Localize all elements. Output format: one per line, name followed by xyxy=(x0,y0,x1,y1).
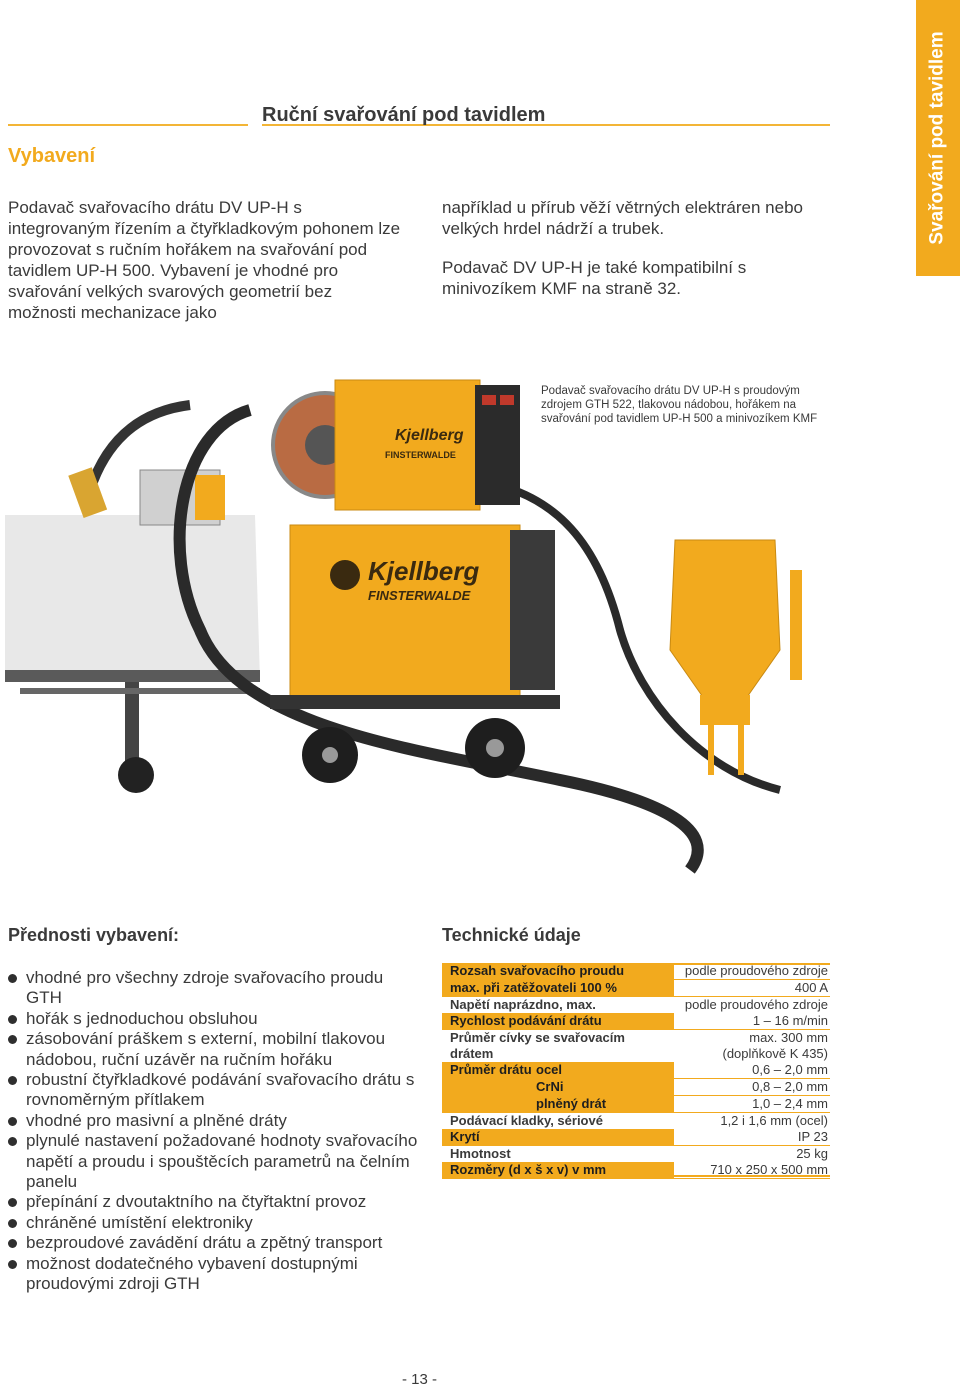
pressure-vessel-valve xyxy=(790,570,802,680)
spec-label: Rychlost podávání drátu xyxy=(442,1013,674,1030)
list-item: možnost dodatečného vybavení dostupnými proudovými zdroji GTH xyxy=(8,1254,418,1295)
feeder-brand: Kjellberg xyxy=(395,427,464,444)
product-photo xyxy=(0,350,960,910)
page-title: Ruční svařování pod tavidlem xyxy=(262,104,546,126)
advantages-title: Přednosti vybavení: xyxy=(8,925,180,945)
worktable-rail xyxy=(20,688,260,694)
spec-value: max. 300 mm xyxy=(749,1030,828,1045)
list-item: hořák s jednoduchou obsluhou xyxy=(8,1009,418,1029)
display-2 xyxy=(500,395,514,405)
advantages-list xyxy=(8,968,418,1295)
power-source-side xyxy=(510,530,555,690)
intro-right-paragraph-1: například u přírub věží větrných elektráren nebo velkých hrdel nádrží a trubek. xyxy=(442,198,803,238)
worktable-wheel xyxy=(118,757,154,793)
spec-label: max. při zatěžovateli 100 % xyxy=(442,980,674,997)
power-source-brand: Kjellberg xyxy=(368,556,480,586)
table-row xyxy=(442,1129,830,1146)
spec-label: Hmotnost xyxy=(450,1145,511,1161)
brand-logo-icon xyxy=(330,560,360,590)
feeder-brand-sub: FINSTERWALDE xyxy=(385,450,456,460)
cart-wheel-left-hub xyxy=(322,747,338,763)
spec-label: Podávací kladky, sériové xyxy=(450,1112,603,1128)
side-tab-label: Svařování pod tavidlem xyxy=(927,31,949,245)
pressure-vessel-leg-2 xyxy=(738,720,744,775)
spec-sublabel: plněný drát xyxy=(536,1095,607,1111)
intro-right xyxy=(442,197,837,317)
pressure-vessel-leg-1 xyxy=(708,720,714,775)
power-source-brand-sub: FINSTERWALDE xyxy=(368,588,471,603)
spec-value: IP 23 xyxy=(674,1129,830,1146)
spec-label: Průměr drátu xyxy=(450,1062,532,1077)
spec-value: podle proudového zdroje xyxy=(684,997,828,1012)
spec-value: 1 – 16 m/min xyxy=(674,1013,830,1030)
photo-caption: Podavač svařovacího drátu DV UP-H s proudovým zdrojem GTH 522, tlakovou nádobou, hořákem na svařování pod tavidlem UP-H 500 a minivozíkem KMF xyxy=(541,385,818,425)
spec-sublabel: ocel xyxy=(536,1062,563,1077)
display-1 xyxy=(482,395,496,405)
spec-label: Napětí naprázdno, max. xyxy=(450,996,596,1012)
list-item: přepínání z dvoutaktního na čtyřtaktní provoz xyxy=(8,1192,418,1212)
table-row xyxy=(442,1162,830,1179)
table-row xyxy=(442,1146,830,1163)
spec-value: (doplňkově K 435) xyxy=(722,1046,828,1061)
list-item: plynulé nastavení požadované hodnoty svařovacího napětí a proudu i spouštěcích parametrů na čelním panelu xyxy=(8,1131,418,1192)
table-row xyxy=(442,1046,830,1062)
table-row xyxy=(442,980,830,997)
spec-label: Rozsah svařovacího proudu xyxy=(442,963,674,980)
spec-value: 1,0 – 2,4 mm xyxy=(674,1096,830,1113)
spec-label: drátem xyxy=(450,1046,494,1061)
list-item: vhodné pro všechny zdroje svařovacího proudu GTH xyxy=(8,968,418,1009)
cart-frame xyxy=(270,695,560,709)
table-row xyxy=(442,963,830,980)
table-row xyxy=(442,1030,830,1047)
spec-label: Průměr cívky se svařovacím xyxy=(450,1029,625,1045)
table-row xyxy=(442,1013,830,1030)
spec-value: 0,6 – 2,0 mm xyxy=(674,1062,830,1079)
technical-title: Technické údaje xyxy=(442,925,581,945)
list-item: chráněné umístění elektroniky xyxy=(8,1213,418,1233)
spec-value: 0,8 – 2,0 mm xyxy=(674,1079,830,1096)
spec-value: 1,2 i 1,6 mm (ocel) xyxy=(720,1113,828,1128)
spec-label-group xyxy=(442,1062,674,1079)
list-item: zásobování práškem s externí, mobilní tlakovou nádobou, ruční uzávěr na ručním hořáku xyxy=(8,1029,418,1070)
side-tab xyxy=(916,0,960,276)
spec-label: Krytí xyxy=(442,1129,674,1146)
spec-label-group xyxy=(442,1079,674,1096)
spec-sublabel: CrNi xyxy=(536,1078,564,1094)
header-rule-left xyxy=(8,124,248,126)
power-source xyxy=(290,525,520,700)
table-row xyxy=(442,1079,830,1096)
pressure-vessel xyxy=(670,540,780,700)
wire-feeder-panel xyxy=(195,475,225,520)
table-row xyxy=(442,997,830,1014)
table-row xyxy=(442,1113,830,1130)
spec-value: podle proudového zdroje xyxy=(674,963,830,980)
list-item: vhodné pro masivní a plněné dráty xyxy=(8,1111,418,1131)
technical-table xyxy=(442,963,830,1179)
list-item: bezproudové zavádění drátu a zpětný transport xyxy=(8,1233,418,1253)
spec-label: Rozměry (d x š x v) v mm xyxy=(442,1162,674,1179)
cart-wheel-right-hub xyxy=(486,739,504,757)
spec-label-group xyxy=(442,1096,674,1113)
spec-value: 710 x 250 x 500 mm xyxy=(674,1162,830,1179)
intro-left-text: Podavač svařovacího drátu DV UP-H s integrovaným řízením a čtyřkladkovým pohonem lze provozovat s ručním hořákem na svařování pod tavidlem UP-H 500. Vybavení je vhodné pro svařování velkých svarových geometrií bez možnosti mechanizace jako xyxy=(8,198,401,322)
section-title: Vybavení xyxy=(8,145,96,167)
table-row xyxy=(442,1062,830,1079)
intro-right-paragraph-2: Podavač DV UP-H je také kompatibilní s minivozíkem KMF na straně 32. xyxy=(442,258,747,298)
spec-value: 25 kg xyxy=(796,1146,828,1161)
list-item: robustní čtyřkladkové podávání svařovacího drátu s rovnoměrným přítlakem xyxy=(8,1070,418,1111)
table-row xyxy=(442,1096,830,1113)
spec-value: 400 A xyxy=(674,980,830,997)
feeder-housing xyxy=(335,380,480,510)
page-number: - 13 - xyxy=(402,1371,438,1388)
